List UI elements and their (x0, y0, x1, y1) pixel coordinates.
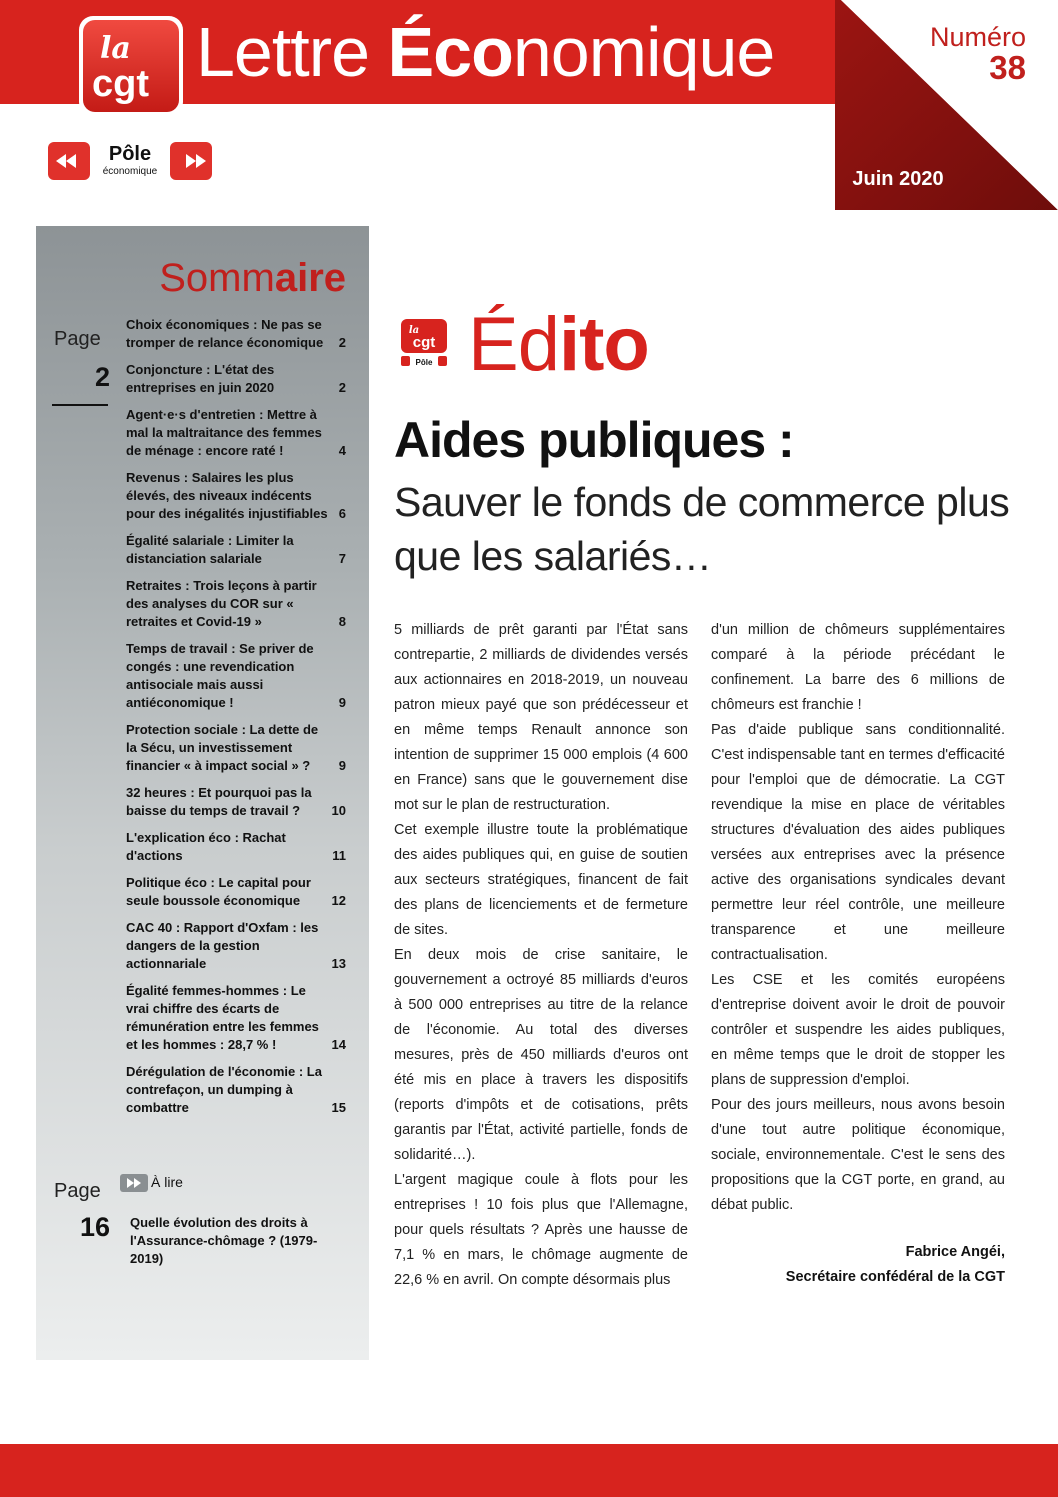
newsletter-title: Lettre Économique (196, 13, 775, 91)
alire-page-label: Page (54, 1180, 101, 1202)
toc-page: 4 (338, 443, 346, 458)
toc-page: 11 (332, 848, 346, 863)
article-subtitle: Sauver le fonds de commerce plus que les salariés… (394, 479, 1010, 579)
toc-page: 7 (338, 551, 346, 566)
page-divider (52, 404, 108, 406)
signature-name: Fabrice Angéi, (905, 1244, 1005, 1260)
issue-label: Numéro (929, 22, 1026, 52)
toc-item[interactable]: Agent·e·s d'entretien : Mettre à mal la maltraitance des femmes de ménage : encore raté ! 4 (126, 407, 346, 458)
svg-text:la: la (100, 31, 131, 66)
pole-economique-logo (46, 136, 214, 186)
toc-item[interactable]: Égalité femmes-hommes : Le vrai chiffre des écarts de rémunération entre les femmes et les hommes : 28,7 % ! 14 (126, 983, 346, 1052)
sommaire-sidebar (36, 226, 369, 1360)
toc-page: 15 (331, 1100, 346, 1115)
edito-cgt-logo (400, 318, 448, 368)
toc-page: 2 (338, 335, 346, 350)
article-column-2 (711, 618, 1005, 1218)
signature (700, 1240, 1005, 1290)
fast-forward-icon (120, 1174, 148, 1192)
toc-item[interactable]: L'explication éco : Rachat d'actions 11 (126, 830, 346, 863)
svg-text:la: la (408, 325, 420, 336)
svg-text:Pôle: Pôle (108, 143, 152, 165)
toc-item[interactable]: Protection sociale : La dette de la Sécu, un investissement financier « à impact social » ? 9 (126, 722, 346, 773)
issue-number: 38 (989, 49, 1026, 86)
cgt-logo (76, 12, 186, 120)
toc-item[interactable]: Retraites : Trois leçons à partir des analyses du COR sur « retraites et Covid-19 » 8 (126, 578, 346, 629)
toc-page: 8 (338, 614, 346, 629)
toc-item[interactable]: Temps de travail : Se priver de congés : une revendication antisociale mais aussi antiéconomique ! 9 (126, 641, 346, 710)
toc-item[interactable]: Conjoncture : L'état des entreprises en juin 2020 2 (126, 362, 346, 395)
toc-page: 9 (338, 695, 346, 710)
issue-date: Juin 2020 (852, 168, 944, 190)
signature-role: Secrétaire confédéral de la CGT (785, 1269, 1005, 1285)
edito-title: Édito (468, 302, 649, 387)
page-number: 2 (94, 362, 110, 392)
page-label: Page (54, 328, 101, 350)
svg-text:Pôle: Pôle (415, 358, 433, 367)
alire-item[interactable]: Quelle évolution des droits à l'Assurance-chômage ? (1979-2019) (130, 1215, 318, 1266)
paragraph: Cet exemple illustre toute la problématique des aides publiques qui, en guise de soutien aux secteurs stratégiques, financent de fait des plans de licenciements et de fermeture de sites. (394, 822, 688, 938)
article-headline: Aides publiques : (394, 412, 794, 468)
toc-item[interactable]: Revenus : Salaires les plus élevés, des niveaux indécents pour des inégalités injustifiables 6 (126, 470, 346, 521)
paragraph: 5 milliards de prêt garanti par l'État sans contrepartie, 2 milliards de dividendes versés aux actionnaires en 2018-2019, un nouveau patron mieux payé que son prédécesseur et en même temps Renault annonce son intention de supprimer 15 000 emplois (4 600 en France) sans que le gouvernement dise mot sur le plan de restructuration. (394, 622, 688, 813)
toc-item[interactable]: Choix économiques : Ne pas se tromper de relance économique 2 (126, 317, 346, 350)
toc-page: 6 (338, 506, 346, 521)
paragraph: d'un million de chômeurs supplémentaires comparé à la période précédant le confinement. La barre des 6 millions de chômeurs est franchie ! (711, 622, 1005, 713)
alire-label: À lire (151, 1174, 183, 1190)
footer-band (0, 1444, 1058, 1497)
toc-page: 2 (338, 380, 346, 395)
alire-page-number: 16 (79, 1212, 110, 1242)
toc-item[interactable]: Égalité salariale : Limiter la distanciation salariale 7 (126, 533, 346, 566)
paragraph: L'argent magique coule à flots pour les entreprises ! 10 fois plus que l'Allemagne, pour quels résultats ? Après une hausse de 7,1 % en mars, le chômage augmente de 22,6 % en avril. On compte désormais plus (394, 1172, 688, 1288)
paragraph: Pour des jours meilleurs, nous avons besoin d'une tout autre politique économique, sociale, environnementale. C'est le sens des propositions que la CGT porte, en grand, au débat public. (711, 1097, 1005, 1213)
paragraph: Les CSE et les comités européens d'entreprise doivent avoir le droit de pouvoir contrôler et suspendre les aides publiques, en même temps que le droit de stopper les plans de suppression d'emploi. (711, 972, 1005, 1088)
toc-page: 13 (331, 956, 346, 971)
toc-item[interactable]: Politique éco : Le capital pour seule boussole économique 12 (126, 875, 346, 908)
toc-page: 14 (331, 1037, 346, 1052)
sommaire-title: Sommaire (159, 256, 346, 300)
article-column-1 (394, 618, 688, 1293)
toc-page: 12 (331, 893, 346, 908)
table-of-contents (126, 316, 346, 1126)
toc-page: 10 (331, 803, 346, 818)
svg-text:cgt: cgt (412, 334, 436, 351)
paragraph: Pas d'aide publique sans conditionnalité. C'est indispensable tant en termes d'efficacité pour l'emploi que de démocratie. La CGT revendique la mise en place de véritables structures d'évaluation des aides publiques versées aux entreprises avec la présence active des organisations syndicales devant permettre leur réel contrôle, une meilleure transparence et une meilleure contractualisation. (711, 722, 1005, 963)
toc-item[interactable]: Dérégulation de l'économie : La contrefaçon, un dumping à combattre 15 (126, 1064, 346, 1115)
toc-page: 9 (338, 758, 346, 773)
paragraph: En deux mois de crise sanitaire, le gouvernement a octroyé 85 milliards d'euros à 500 000 entreprises au titre de la relance de l'économie. Au total des diverses mesures, près de 450 milliards d'euros ont été mis en place à travers les dispositifs (reports d'impôts et de cotisations, prêts garantis par l'État, activité partielle, fonds de solidarité…). (394, 947, 688, 1163)
svg-text:cgt: cgt (92, 63, 149, 105)
svg-text:économique: économique (102, 166, 158, 177)
toc-item[interactable]: 32 heures : Et pourquoi pas la baisse du temps de travail ? 10 (126, 785, 346, 818)
toc-item[interactable]: CAC 40 : Rapport d'Oxfam : les dangers de la gestion actionnariale 13 (126, 920, 346, 971)
